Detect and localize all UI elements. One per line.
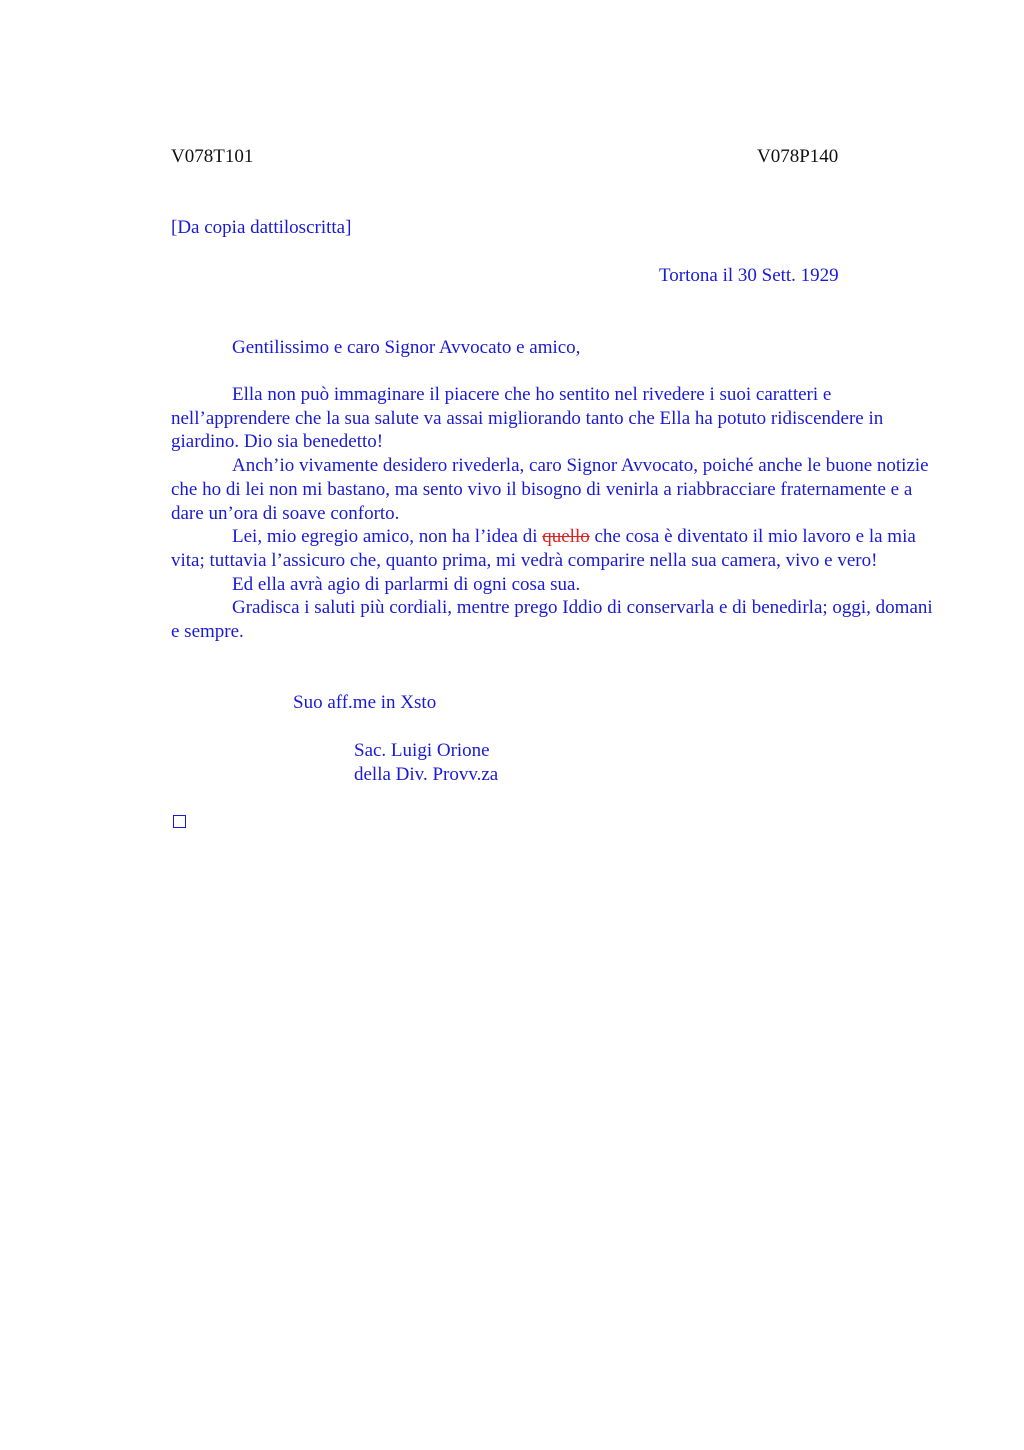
paragraph-4: Ed ella avrà agio di parlarmi di ogni cosa sua.	[232, 573, 581, 595]
struck-word: quello	[542, 526, 590, 548]
paragraph-1: Ella non può immaginare il piacere che ho sentito nel rivedere i suoi caratteri e nell’apprendere che la sua salute va assai migliorando tanto che Ella ha potuto ridiscendere in giardino. Dio sia benedetto!	[171, 384, 884, 453]
signature-name: Sac. Luigi Orione	[354, 740, 490, 761]
paragraph-3-start: Lei, mio egregio amico, non ha l’idea di	[232, 526, 543, 548]
paragraph-3	[171, 525, 941, 572]
source-note: [Da copia dattiloscritta]	[171, 217, 352, 238]
document-code-left: V078T101	[171, 146, 254, 167]
paragraph-2: Anch’io vivamente desidero rivederla, caro Signor Avvocato, poiché anche le buone notizie che ho di lei non mi bastano, ma sento vivo il bisogno di venirla a riabbracciare fraternamente e a dare un’ora di soave conforto.	[171, 455, 929, 524]
end-marker-square-icon	[173, 815, 186, 828]
letter-body	[171, 383, 941, 644]
paragraph-3-end: che cosa è diventato il mio lavoro e la mia vita; tuttavia l’assicuro che, quanto prima, mi vedrà comparire nella sua camera, vivo e vero!	[171, 526, 916, 571]
paragraph-5: Gradisca i saluti più cordiali, mentre prego Iddio di conservarla e di benedirla; oggi, domani e sempre.	[171, 597, 933, 643]
date-line: Tortona il 30 Sett. 1929	[659, 265, 839, 286]
closing: Suo aff.me in Xsto	[293, 692, 437, 713]
salutation: Gentilissimo e caro Signor Avvocato e amico,	[232, 337, 581, 358]
signature-title: della Div. Provv.za	[354, 764, 499, 785]
document-code-right: V078P140	[757, 146, 839, 167]
